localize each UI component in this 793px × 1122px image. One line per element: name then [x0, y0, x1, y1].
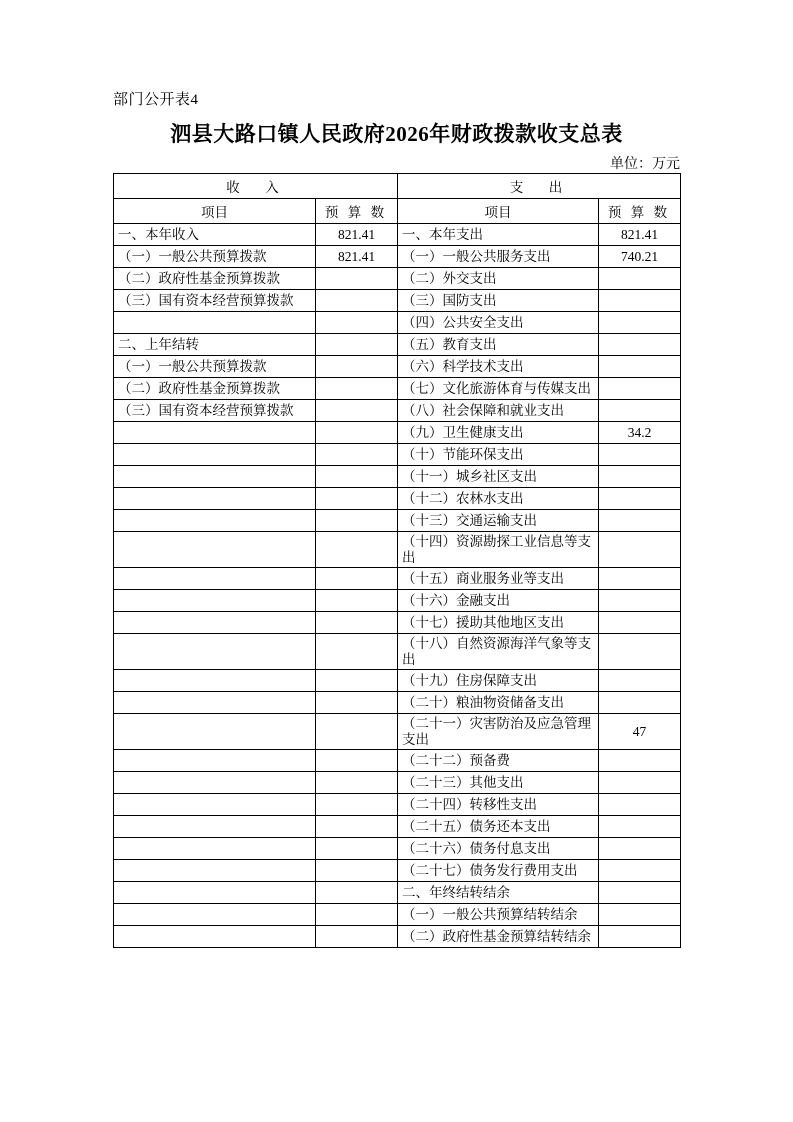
income-budget-cell: [316, 312, 398, 334]
expense-budget-cell: [599, 510, 681, 532]
expense-budget-cell: 740.21: [599, 246, 681, 268]
income-item-cell: （二）政府性基金预算拨款: [114, 268, 316, 290]
expense-item-cell: （三）国防支出: [398, 290, 599, 312]
table-row: [114, 334, 681, 356]
table-row: [114, 378, 681, 400]
column-header-income-budget: 预 算 数: [316, 199, 398, 224]
expense-item-cell: （二十四）转移性支出: [398, 794, 599, 816]
expense-budget-cell: [599, 794, 681, 816]
expense-budget-cell: [599, 904, 681, 926]
income-budget-cell: [316, 290, 398, 312]
income-budget-cell: [316, 532, 398, 568]
table-row: [114, 612, 681, 634]
income-item-cell: [114, 794, 316, 816]
income-item-cell: [114, 772, 316, 794]
expense-budget-cell: [599, 312, 681, 334]
income-budget-cell: [316, 692, 398, 714]
expense-budget-cell: 821.41: [599, 224, 681, 246]
expense-budget-cell: [599, 466, 681, 488]
income-item-cell: [114, 714, 316, 750]
table-row: [114, 772, 681, 794]
table-row: [114, 224, 681, 246]
table-row: [114, 692, 681, 714]
expense-budget-cell: [599, 816, 681, 838]
income-budget-cell: [316, 590, 398, 612]
income-item-cell: [114, 590, 316, 612]
expense-budget-cell: [599, 860, 681, 882]
expense-budget-cell: [599, 400, 681, 422]
table-row: [114, 400, 681, 422]
expense-budget-cell: [599, 926, 681, 948]
table-row: [114, 816, 681, 838]
income-item-cell: [114, 838, 316, 860]
income-budget-cell: [316, 334, 398, 356]
group-header-expense: 支 出: [398, 174, 681, 199]
income-budget-cell: [316, 670, 398, 692]
expense-item-cell: （二十三）其他支出: [398, 772, 599, 794]
income-item-cell: [114, 816, 316, 838]
expense-budget-cell: [599, 268, 681, 290]
income-item-cell: [114, 444, 316, 466]
expense-budget-cell: [599, 334, 681, 356]
form-label: 部门公开表4: [113, 92, 199, 108]
expense-item-cell: （十九）住房保障支出: [398, 670, 599, 692]
income-budget-cell: [316, 444, 398, 466]
expense-budget-cell: [599, 838, 681, 860]
income-budget-cell: [316, 926, 398, 948]
table-row: [114, 268, 681, 290]
budget-table: [113, 173, 681, 948]
table-row: [114, 794, 681, 816]
expense-budget-cell: [599, 750, 681, 772]
expense-budget-cell: [599, 378, 681, 400]
income-item-cell: （一）一般公共预算拨款: [114, 246, 316, 268]
income-item-cell: [114, 692, 316, 714]
income-item-cell: [114, 904, 316, 926]
expense-item-cell: （七）文化旅游体育与传媒支出: [398, 378, 599, 400]
expense-budget-cell: [599, 356, 681, 378]
income-item-cell: （一）一般公共预算拨款: [114, 356, 316, 378]
expense-budget-cell: [599, 670, 681, 692]
income-item-cell: 一、本年收入: [114, 224, 316, 246]
income-budget-cell: [316, 816, 398, 838]
income-budget-cell: [316, 466, 398, 488]
income-budget-cell: [316, 838, 398, 860]
income-budget-cell: [316, 510, 398, 532]
unit-note: 单位：万元: [610, 157, 680, 172]
table-row: [114, 926, 681, 948]
expense-budget-cell: [599, 772, 681, 794]
table-row: [114, 568, 681, 590]
expense-item-cell: （一）一般公共预算结转结余: [398, 904, 599, 926]
table-row: [114, 714, 681, 750]
income-budget-cell: [316, 794, 398, 816]
expense-item-cell: 一、本年支出: [398, 224, 599, 246]
expense-item-cell: （十二）农林水支出: [398, 488, 599, 510]
expense-item-cell: （二十）粮油物资储备支出: [398, 692, 599, 714]
expense-budget-cell: [599, 612, 681, 634]
expense-item-cell: （十七）援助其他地区支出: [398, 612, 599, 634]
expense-item-cell: （十）节能环保支出: [398, 444, 599, 466]
income-item-cell: [114, 926, 316, 948]
table-row: [114, 466, 681, 488]
expense-item-cell: （十四）资源勘探工业信息等支出: [398, 532, 599, 568]
table-row: [114, 290, 681, 312]
income-item-cell: [114, 670, 316, 692]
income-item-cell: [114, 422, 316, 444]
income-budget-cell: [316, 568, 398, 590]
income-budget-cell: 821.41: [316, 246, 398, 268]
income-budget-cell: [316, 904, 398, 926]
expense-item-cell: （二十五）债务还本支出: [398, 816, 599, 838]
expense-item-cell: （九）卫生健康支出: [398, 422, 599, 444]
income-item-cell: [114, 488, 316, 510]
column-header-expense-budget: 预 算 数: [599, 199, 681, 224]
table-row: [114, 510, 681, 532]
table-row: [114, 422, 681, 444]
income-budget-cell: [316, 612, 398, 634]
table-group-header-row: [114, 174, 681, 199]
expense-budget-cell: [599, 692, 681, 714]
income-budget-cell: 821.41: [316, 224, 398, 246]
expense-item-cell: （十六）金融支出: [398, 590, 599, 612]
income-budget-cell: [316, 268, 398, 290]
table-body: [114, 224, 681, 948]
expense-item-cell: （二十二）预备费: [398, 750, 599, 772]
income-item-cell: [114, 750, 316, 772]
income-budget-cell: [316, 772, 398, 794]
income-item-cell: [114, 612, 316, 634]
expense-budget-cell: [599, 444, 681, 466]
expense-item-cell: （八）社会保障和就业支出: [398, 400, 599, 422]
table-row: [114, 904, 681, 926]
expense-budget-cell: [599, 634, 681, 670]
income-budget-cell: [316, 714, 398, 750]
expense-item-cell: （十八）自然资源海洋气象等支出: [398, 634, 599, 670]
table-row: [114, 860, 681, 882]
income-budget-cell: [316, 488, 398, 510]
expense-item-cell: （十一）城乡社区支出: [398, 466, 599, 488]
expense-budget-cell: [599, 532, 681, 568]
income-item-cell: [114, 882, 316, 904]
income-item-cell: [114, 312, 316, 334]
table-row: [114, 488, 681, 510]
expense-budget-cell: [599, 488, 681, 510]
expense-item-cell: （六）科学技术支出: [398, 356, 599, 378]
income-budget-cell: [316, 860, 398, 882]
expense-budget-cell: [599, 882, 681, 904]
expense-item-cell: （二）政府性基金预算结转结余: [398, 926, 599, 948]
income-item-cell: [114, 532, 316, 568]
expense-item-cell: （二十一）灾害防治及应急管理支出: [398, 714, 599, 750]
table-row: [114, 532, 681, 568]
column-header-expense-item: 项目: [398, 199, 599, 224]
expense-budget-cell: 47: [599, 714, 681, 750]
income-budget-cell: [316, 378, 398, 400]
group-header-income: 收 入: [114, 174, 398, 199]
expense-item-cell: （二）外交支出: [398, 268, 599, 290]
income-item-cell: [114, 568, 316, 590]
income-item-cell: [114, 860, 316, 882]
table-row: [114, 670, 681, 692]
income-item-cell: [114, 466, 316, 488]
table-column-header-row: [114, 199, 681, 224]
expense-item-cell: （五）教育支出: [398, 334, 599, 356]
column-header-income-item: 项目: [114, 199, 316, 224]
expense-budget-cell: [599, 568, 681, 590]
expense-item-cell: （一）一般公共服务支出: [398, 246, 599, 268]
expense-item-cell: （十三）交通运输支出: [398, 510, 599, 532]
table-row: [114, 246, 681, 268]
expense-budget-cell: [599, 590, 681, 612]
income-item-cell: [114, 634, 316, 670]
table-row: [114, 634, 681, 670]
table-row: [114, 356, 681, 378]
income-item-cell: （三）国有资本经营预算拨款: [114, 290, 316, 312]
income-item-cell: （二）政府性基金预算拨款: [114, 378, 316, 400]
expense-item-cell: （二十六）债务付息支出: [398, 838, 599, 860]
expense-item-cell: （四）公共安全支出: [398, 312, 599, 334]
income-item-cell: [114, 510, 316, 532]
income-budget-cell: [316, 750, 398, 772]
table-row: [114, 590, 681, 612]
expense-item-cell: （二十七）债务发行费用支出: [398, 860, 599, 882]
page-title: 泗县大路口镇人民政府2026年财政拨款收支总表: [170, 122, 623, 146]
income-budget-cell: [316, 634, 398, 670]
table-row: [114, 312, 681, 334]
income-budget-cell: [316, 882, 398, 904]
table-row: [114, 838, 681, 860]
expense-item-cell: 二、年终结转结余: [398, 882, 599, 904]
expense-budget-cell: 34.2: [599, 422, 681, 444]
table-row: [114, 882, 681, 904]
table-row: [114, 444, 681, 466]
income-item-cell: 二、上年结转: [114, 334, 316, 356]
income-budget-cell: [316, 356, 398, 378]
table-row: [114, 750, 681, 772]
income-item-cell: （三）国有资本经营预算拨款: [114, 400, 316, 422]
expense-item-cell: （十五）商业服务业等支出: [398, 568, 599, 590]
income-budget-cell: [316, 400, 398, 422]
expense-budget-cell: [599, 290, 681, 312]
income-budget-cell: [316, 422, 398, 444]
